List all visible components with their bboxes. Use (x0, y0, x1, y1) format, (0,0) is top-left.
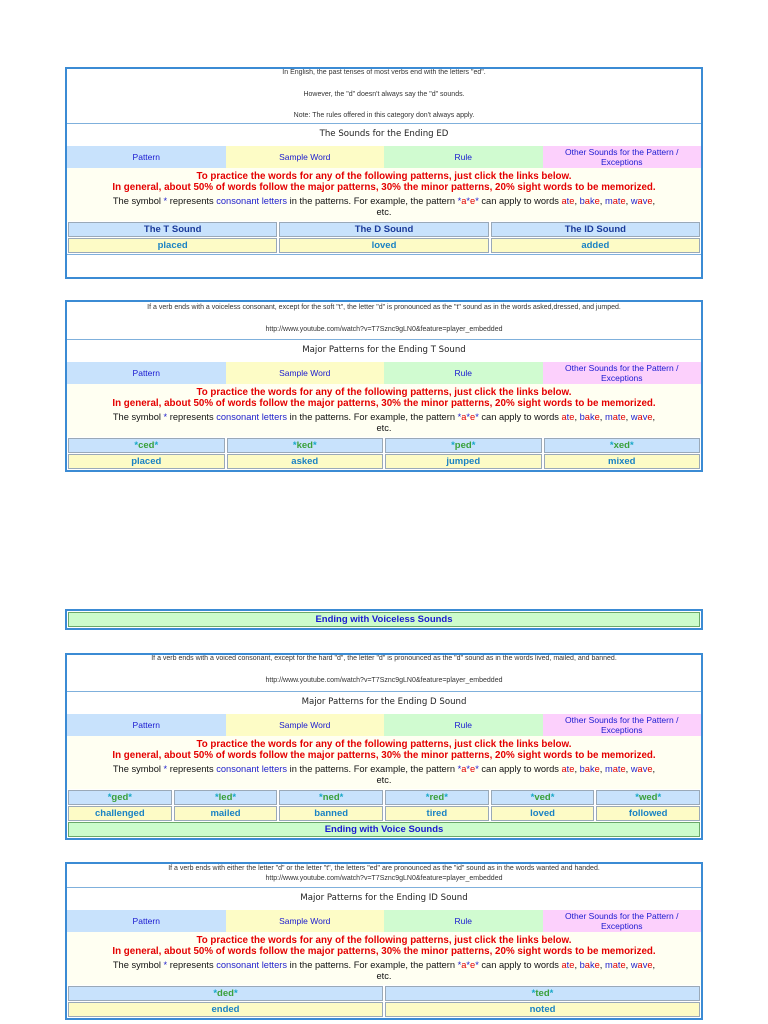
symbol-explanation-segment: t (566, 764, 570, 774)
sounds-header-row (68, 222, 700, 237)
symbol-explanation-segment: * (457, 196, 462, 206)
practice-note (67, 168, 701, 221)
symbol-explanation-segment: The symbol (112, 196, 164, 206)
pattern-asterisk: * (471, 440, 476, 451)
column-header-row (67, 714, 701, 736)
pattern-asterisk: * (154, 440, 159, 451)
symbol-explanation-etc: etc. (376, 970, 392, 981)
symbol-explanation-segment: a (561, 412, 567, 422)
column-header-pattern: Pattern (67, 714, 226, 736)
pattern-letters: ned (322, 792, 340, 803)
sample-word-noted[interactable]: noted (385, 1002, 700, 1017)
symbol-explanation-segment: in the patterns. For example, the pattern (287, 764, 458, 774)
pattern-letters: ved (534, 792, 551, 803)
intro-note: Note: The rules offered in this category don't always apply. (293, 112, 475, 119)
symbol-explanation-segment: a (637, 412, 643, 422)
symbol-explanation-segment: e (569, 412, 575, 422)
symbol-explanation-segment: t (566, 196, 570, 206)
patterns-table (67, 985, 701, 1017)
symbol-explanation-segment: k (589, 412, 595, 422)
sample-word-placed[interactable]: placed (68, 238, 277, 253)
symbol-explanation-segment: e (594, 960, 600, 970)
symbol-explanation-segment: , (574, 196, 580, 206)
symbol-explanation (67, 960, 701, 971)
symbol-explanation-segment: e (647, 764, 653, 774)
pattern-asterisk: * (128, 792, 132, 803)
symbol-explanation-segment: consonant letters (216, 764, 288, 774)
symbol-explanation-segment: v (642, 196, 648, 206)
symbol-explanation-segment: e (470, 412, 476, 422)
symbol-explanation-segment: , (625, 412, 631, 422)
symbol-explanation-segment: can apply to words (478, 960, 562, 970)
symbol-explanation-segment: , (574, 412, 580, 422)
voice-sounds-link[interactable]: Ending with Voice Sounds (68, 822, 700, 837)
sounds-example-row (68, 238, 700, 253)
sample-word-row (68, 454, 700, 469)
symbol-explanation-segment: m (604, 412, 613, 422)
symbol-explanation-segment: a (461, 412, 467, 422)
d-sound-link[interactable]: The D Sound (279, 222, 488, 237)
symbol-explanation-etc: etc. (376, 422, 392, 433)
symbol-explanation-segment: b (579, 196, 585, 206)
symbol-explanation-segment: e (470, 764, 476, 774)
sample-word-loved[interactable]: loved (279, 238, 488, 253)
pattern-row (68, 986, 700, 1001)
sample-word-asked[interactable]: asked (227, 454, 384, 469)
symbol-explanation-etc: etc. (376, 774, 392, 785)
symbol-explanation-segment: * (457, 412, 462, 422)
voiceless-sounds-banner (65, 609, 703, 630)
symbol-explanation-segment: a (461, 960, 467, 970)
section-intro (67, 69, 701, 124)
symbol-explanation-segment: can apply to words (478, 412, 562, 422)
pattern-asterisk: * (451, 440, 455, 451)
pattern-asterisk: * (635, 792, 639, 803)
symbol-explanation-segment: b (579, 960, 585, 970)
symbol-explanation-segment: e (620, 764, 626, 774)
symbol-explanation-segment: e (620, 960, 626, 970)
symbol-explanation-segment: , (625, 764, 631, 774)
pattern-asterisk: * (213, 988, 218, 999)
column-header-sample-word: Sample Word (226, 146, 385, 168)
symbol-explanation-segment: consonant letters (216, 412, 288, 422)
symbol-explanation (67, 196, 701, 207)
column-header-other-sounds-label: Other Sounds for the Pattern / Exceptions (565, 715, 679, 735)
section-intro (67, 655, 701, 692)
symbol-explanation-segment: a (461, 764, 467, 774)
pattern-asterisk: * (107, 792, 112, 803)
symbol-explanation-segment: t (566, 412, 570, 422)
symbol-explanation-segment: a (584, 764, 590, 774)
practice-instruction: To practice the words for any of the following patterns, just click the links below. (196, 739, 572, 750)
symbol-explanation-segment: The symbol (112, 412, 164, 422)
practice-percentages: In general, about 50% of words follow the major patterns, 30% the minor patterns, 20% sight words to be memorized. (112, 946, 656, 957)
sample-word-followed[interactable]: followed (596, 806, 700, 821)
symbol-explanation-segment: a (561, 196, 567, 206)
video-url-text: http://www.youtube.com/watch?v=T7Sznc9gLN0&feature=player_embedded (265, 326, 503, 333)
pattern-asterisk: * (232, 792, 237, 803)
pattern-asterisk: * (319, 792, 323, 803)
column-header-pattern: Pattern (67, 910, 226, 932)
symbol-explanation (67, 764, 701, 775)
symbol-explanation-segment: * (457, 960, 462, 970)
intro-line: If a verb ends with either the letter "d" or the letter "t", the letters "ed" are pronounced as the "id" sound as in the words wanted and handed. (168, 865, 600, 872)
symbol-explanation-segment: e (594, 764, 600, 774)
ed-sounds-section (65, 67, 703, 279)
pattern-link-ced[interactable] (68, 438, 225, 453)
symbol-explanation-segment: a (561, 960, 567, 970)
symbol-explanation-segment: , (652, 764, 656, 774)
sample-word-mailed[interactable]: mailed (174, 806, 278, 821)
section-intro (67, 864, 701, 888)
pattern-asterisk: * (292, 440, 297, 451)
symbol-explanation-segment: m (604, 196, 613, 206)
column-header-sample-word: Sample Word (226, 714, 385, 736)
pattern-letters: ted (535, 988, 550, 999)
symbol-explanation-segment: , (599, 196, 605, 206)
symbol-explanation-segment: k (589, 960, 595, 970)
symbol-explanation-segment: , (574, 960, 580, 970)
empty-row (67, 254, 701, 277)
symbol-explanation-segment: The symbol (112, 960, 164, 970)
symbol-explanation-segment: t (617, 960, 621, 970)
symbol-explanation-segment: e (594, 196, 600, 206)
symbol-explanation-segment: , (599, 764, 605, 774)
symbol-explanation-segment: , (574, 764, 580, 774)
pattern-letters: red (429, 792, 445, 803)
symbol-explanation-segment: * (466, 196, 471, 206)
pattern-asterisk: * (134, 440, 139, 451)
symbol-explanation-segment: t (617, 764, 621, 774)
symbol-explanation-segment: w (630, 960, 638, 970)
symbol-explanation-segment: * (475, 960, 479, 970)
pattern-asterisk: * (312, 440, 317, 451)
pattern-link-ped[interactable] (385, 438, 542, 453)
symbol-explanation-segment: in the patterns. For example, the pattern (287, 196, 458, 206)
pattern-link-ved[interactable] (491, 790, 595, 805)
symbol-explanation-segment: t (617, 196, 621, 206)
column-header-other-sounds-label: Other Sounds for the Pattern / Exceptions (565, 147, 679, 167)
column-header-other-sounds (543, 910, 702, 932)
pattern-letters: xed (613, 440, 630, 451)
patterns-table (67, 789, 701, 837)
column-header-other-sounds (543, 714, 702, 736)
pattern-asterisk: * (214, 792, 219, 803)
symbol-explanation-segment: * (457, 764, 462, 774)
sample-word-banned[interactable]: banned (279, 806, 383, 821)
practice-note (67, 932, 701, 985)
symbol-explanation-segment: , (652, 412, 656, 422)
pattern-link-red[interactable] (385, 790, 489, 805)
symbol-explanation-segment: represents (167, 196, 217, 206)
symbol-explanation-segment: a (612, 960, 618, 970)
pattern-letters: ked (296, 440, 313, 451)
symbol-explanation-segment: w (630, 764, 638, 774)
column-header-row (67, 910, 701, 932)
pattern-asterisk: * (657, 792, 662, 803)
symbol-explanation (67, 412, 701, 423)
column-header-other-sounds (543, 146, 702, 168)
sample-word-loved[interactable]: loved (491, 806, 595, 821)
sample-word-mixed[interactable]: mixed (544, 454, 701, 469)
symbol-explanation-segment: e (647, 960, 653, 970)
symbol-explanation-segment: v (642, 960, 648, 970)
intro-line: However, the "d" doesn't always say the "d" sounds. (303, 91, 465, 98)
sample-word-ended[interactable]: ended (68, 1002, 383, 1017)
symbol-explanation-segment: , (599, 960, 605, 970)
t-sound-link[interactable]: The T Sound (68, 222, 277, 237)
symbol-explanation-segment: * (163, 412, 168, 422)
column-header-rule: Rule (384, 362, 543, 384)
symbol-explanation-segment: can apply to words (478, 764, 562, 774)
column-header-rule: Rule (384, 910, 543, 932)
column-header-pattern: Pattern (67, 362, 226, 384)
pattern-link-ked[interactable] (227, 438, 384, 453)
symbol-explanation-segment: , (599, 412, 605, 422)
practice-instruction: To practice the words for any of the following patterns, just click the links below. (196, 171, 572, 182)
section-title: The Sounds for the Ending ED (319, 129, 449, 139)
symbol-explanation-segment: t (617, 412, 621, 422)
symbol-explanation-segment: b (579, 764, 585, 774)
column-header-sample-word: Sample Word (226, 362, 385, 384)
pattern-letters: wed (638, 792, 658, 803)
id-sound-link[interactable]: The ID Sound (491, 222, 700, 237)
symbol-explanation-segment: a (637, 764, 643, 774)
symbol-explanation-segment: w (630, 412, 638, 422)
patterns-table (67, 437, 701, 469)
symbol-explanation-segment: , (625, 196, 631, 206)
symbol-explanation-segment: e (647, 196, 653, 206)
symbol-explanation-segment: represents (167, 764, 217, 774)
pattern-letters: ped (454, 440, 472, 451)
symbol-explanation-segment: a (612, 764, 618, 774)
pattern-link-xed[interactable] (544, 438, 701, 453)
symbol-explanation-segment: e (569, 196, 575, 206)
symbol-explanation-segment: e (620, 196, 626, 206)
symbol-explanation-segment: * (466, 960, 471, 970)
symbol-explanation-segment: * (475, 412, 479, 422)
practice-percentages: In general, about 50% of words follow the major patterns, 30% the minor patterns, 20% sight words to be memorized. (112, 398, 656, 409)
symbol-explanation-segment: * (466, 412, 471, 422)
voiceless-sounds-link[interactable]: Ending with Voiceless Sounds (68, 612, 700, 627)
symbol-explanation-segment: in the patterns. For example, the pattern (287, 412, 458, 422)
column-header-other-sounds-label: Other Sounds for the Pattern / Exceptions (565, 911, 679, 931)
pattern-link-ned[interactable] (279, 790, 383, 805)
symbol-explanation-segment: a (461, 196, 467, 206)
intro-line: If a verb ends with a voiceless consonant, except for the soft "t", the letter "d" is pronounced as the "t" sound as in the words asked,dressed, and jumped. (147, 304, 621, 311)
symbol-explanation-segment: e (647, 412, 653, 422)
symbol-explanation-segment: k (589, 196, 595, 206)
sample-word-tired[interactable]: tired (385, 806, 489, 821)
pattern-link-ted[interactable] (385, 986, 700, 1001)
symbol-explanation-segment: m (604, 764, 613, 774)
pattern-asterisk: * (549, 988, 554, 999)
symbol-explanation-segment: a (612, 412, 618, 422)
video-url-text: http://www.youtube.com/watch?v=T7Sznc9gLN0&feature=player_embedded (265, 875, 503, 882)
pattern-asterisk: * (444, 792, 448, 803)
symbol-explanation-segment: e (594, 412, 600, 422)
column-header-sample-word: Sample Word (226, 910, 385, 932)
symbol-explanation-segment: a (637, 196, 643, 206)
pattern-row (68, 438, 700, 453)
symbol-explanation-segment: e (569, 960, 575, 970)
intro-line: In English, the past tenses of most verbs end with the letters "ed". (282, 69, 486, 76)
symbol-explanation-segment: a (584, 412, 590, 422)
column-header-rule: Rule (384, 714, 543, 736)
symbol-explanation-segment: a (584, 960, 590, 970)
symbol-explanation-segment: e (470, 960, 476, 970)
symbol-explanation-segment: a (612, 196, 618, 206)
pattern-asterisk: * (339, 792, 344, 803)
pattern-link-led[interactable] (174, 790, 278, 805)
column-header-pattern: Pattern (67, 146, 226, 168)
practice-instruction: To practice the words for any of the following patterns, just click the links below. (196, 387, 572, 398)
practice-percentages: In general, about 50% of words follow the major patterns, 30% the minor patterns, 20% sight words to be memorized. (112, 750, 656, 761)
symbol-explanation-segment: consonant letters (216, 960, 288, 970)
symbol-explanation-segment: represents (167, 960, 217, 970)
symbol-explanation-segment: in the patterns. For example, the pattern (287, 960, 458, 970)
symbol-explanation-segment: w (630, 196, 638, 206)
symbol-explanation-segment: e (569, 764, 575, 774)
pattern-asterisk: * (530, 792, 535, 803)
pattern-asterisk: * (629, 440, 634, 451)
symbol-explanation-segment: , (652, 196, 656, 206)
symbol-explanation-segment: k (589, 764, 595, 774)
practice-note (67, 736, 701, 789)
symbol-explanation-segment: a (561, 764, 567, 774)
symbol-explanation-segment: * (163, 196, 168, 206)
symbol-explanation-segment: a (637, 960, 643, 970)
t-sound-section (65, 300, 703, 472)
section-title: Major Patterns for the Ending D Sound (301, 697, 467, 707)
symbol-explanation-segment: consonant letters (216, 196, 288, 206)
pattern-row (68, 790, 700, 805)
pattern-letters: led (218, 792, 233, 803)
id-sound-section (65, 862, 703, 1020)
section-title: Major Patterns for the Ending ID Sound (300, 893, 468, 903)
symbol-explanation-segment: v (642, 764, 648, 774)
pattern-asterisk: * (425, 792, 430, 803)
pattern-link-ged[interactable] (68, 790, 172, 805)
symbol-explanation-segment: b (579, 412, 585, 422)
section-title: Major Patterns for the Ending T Sound (302, 345, 466, 355)
intro-line: If a verb ends with a voiced consonant, except for the hard "d", the letter "d" is pronounced as the "d" sound as in the words lived, mailed, and banned. (151, 655, 617, 662)
column-header-other-sounds (543, 362, 702, 384)
sounds-table (67, 221, 701, 253)
symbol-explanation-segment: v (642, 412, 648, 422)
pattern-link-ded[interactable] (68, 986, 383, 1001)
pattern-letters: ced (138, 440, 155, 451)
sample-word-jumped[interactable]: jumped (385, 454, 542, 469)
video-url-text: http://www.youtube.com/watch?v=T7Sznc9gLN0&feature=player_embedded (265, 677, 503, 684)
symbol-explanation-segment: * (466, 764, 471, 774)
sample-word-row (68, 1002, 700, 1017)
symbol-explanation-segment: * (475, 764, 479, 774)
pattern-asterisk: * (233, 988, 238, 999)
symbol-explanation-segment: a (584, 196, 590, 206)
symbol-explanation-segment: can apply to words (478, 196, 562, 206)
symbol-explanation-segment: * (163, 960, 168, 970)
pattern-letters: ded (217, 988, 234, 999)
pattern-letters: ged (111, 792, 129, 803)
practice-instruction: To practice the words for any of the following patterns, just click the links below. (196, 935, 572, 946)
pattern-link-wed[interactable] (596, 790, 700, 805)
d-sound-section (65, 653, 703, 840)
pattern-asterisk: * (609, 440, 614, 451)
symbol-explanation-segment: m (604, 960, 613, 970)
sample-word-challenged[interactable]: challenged (68, 806, 172, 821)
sample-word-row (68, 806, 700, 821)
symbol-explanation-segment: , (652, 960, 656, 970)
symbol-explanation-segment: * (163, 764, 168, 774)
pattern-asterisk: * (550, 792, 555, 803)
column-header-row (67, 362, 701, 384)
symbol-explanation-segment: represents (167, 412, 217, 422)
symbol-explanation-segment: e (620, 412, 626, 422)
symbol-explanation-segment: * (475, 196, 479, 206)
symbol-explanation-etc: etc. (376, 206, 392, 217)
practice-note (67, 384, 701, 437)
sample-word-added[interactable]: added (491, 238, 700, 253)
column-header-rule: Rule (384, 146, 543, 168)
symbol-explanation-segment: The symbol (112, 764, 164, 774)
symbol-explanation-segment: t (566, 960, 570, 970)
section-intro (67, 302, 701, 340)
symbol-explanation-segment: e (470, 196, 476, 206)
sample-word-placed[interactable]: placed (68, 454, 225, 469)
pattern-asterisk: * (531, 988, 536, 999)
column-header-other-sounds-label: Other Sounds for the Pattern / Exceptions (565, 363, 679, 383)
column-header-row (67, 146, 701, 168)
symbol-explanation-segment: , (625, 960, 631, 970)
practice-percentages: In general, about 50% of words follow the major patterns, 30% the minor patterns, 20% sight words to be memorized. (112, 182, 656, 193)
